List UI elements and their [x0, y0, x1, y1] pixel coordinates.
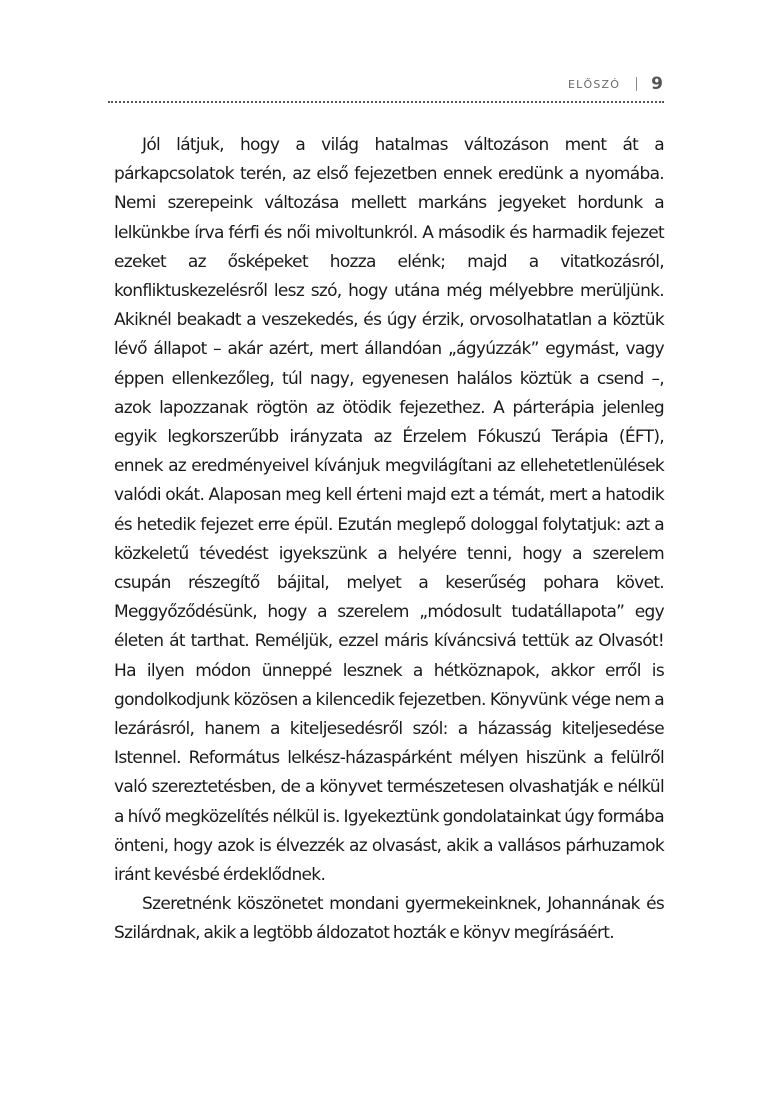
paragraph: Szeretnénk köszönetet mondani gyermekeinknek, Johannának és Szilárdnak, akik a legtöbb áldozatot hozták e könyv megírásáért.	[114, 894, 664, 944]
header-separator	[636, 77, 637, 91]
body-text	[114, 131, 664, 949]
section-title: ELŐSZÓ	[568, 77, 621, 91]
paragraph: Jól látjuk, hogy a világ hatalmas változáson ment át a párkapcsolatok terén, az első fejezetben ennek eredünk a nyomába. Nemi szerepeink változása mellett markáns jegyeket hordunk a lelkünkbe írva férfi és női mivoltunkról. A második és harmadik fejezet ezeket az ősképeket hozza elénk; majd a vitatkozásról, konfliktuskezelésről lesz szó, hogy utána még mélyebbre merüljünk. Akiknél beakadt a veszekedés, és úgy érzik, orvosolhatatlan a köztük lévő állapot – akár azért, mert állandóan „ágyúzzák” egymást, vagy éppen ellenkezőleg, túl nagy, egyenesen halálos köztük a csend –, azok lapozzanak rögtön az ötödik fejezethez. A párterápia jelenleg egyik legkorszerűbb irányzata az Érzelem Fókuszú Terápia (ÉFT), ennek az eredményeivel kívánjuk megvilágítani az ellehetetlenülések valódi okát. Alaposan meg kell érteni majd ezt a témát, mert a hatodik és hetedik fejezet erre épül. Ezután meglepő dologgal folytatjuk: azt a közkeletű tévedést igyekszünk a helyére tenni, hogy a szerelem csupán részegítő bájital, melyet a keserűség pohara követ. Meggyőződésünk, hogy a szerelem „módosult tudatállapota” egy életen át tarthat. Reméljük, ezzel máris kíváncsivá tettük az Olvasót! Ha ilyen módon ünneppé lesznek a hétköznapok, akkor erről is gondolkodjunk közösen a kilencedik fejezetben. Könyvünk vége nem a lezárásról, hanem a kiteljesedésről szól: a házasság kiteljesedése Istennel. Református lelkész-házaspárként mélyen hiszünk a felülről való szereztetésben, de a könyvet természetesen olvashatják e nélkül a hívő megközelítés nélkül is. Igyekeztünk gondolatainkat úgy formába önteni, hogy azok is élvezzék az olvasást, akik a vallásos párhuzamok iránt kevésbé érdeklődnek.	[114, 135, 664, 886]
running-header	[568, 70, 663, 98]
page-number: 9	[651, 74, 663, 94]
header-dotted-rule	[108, 101, 664, 103]
